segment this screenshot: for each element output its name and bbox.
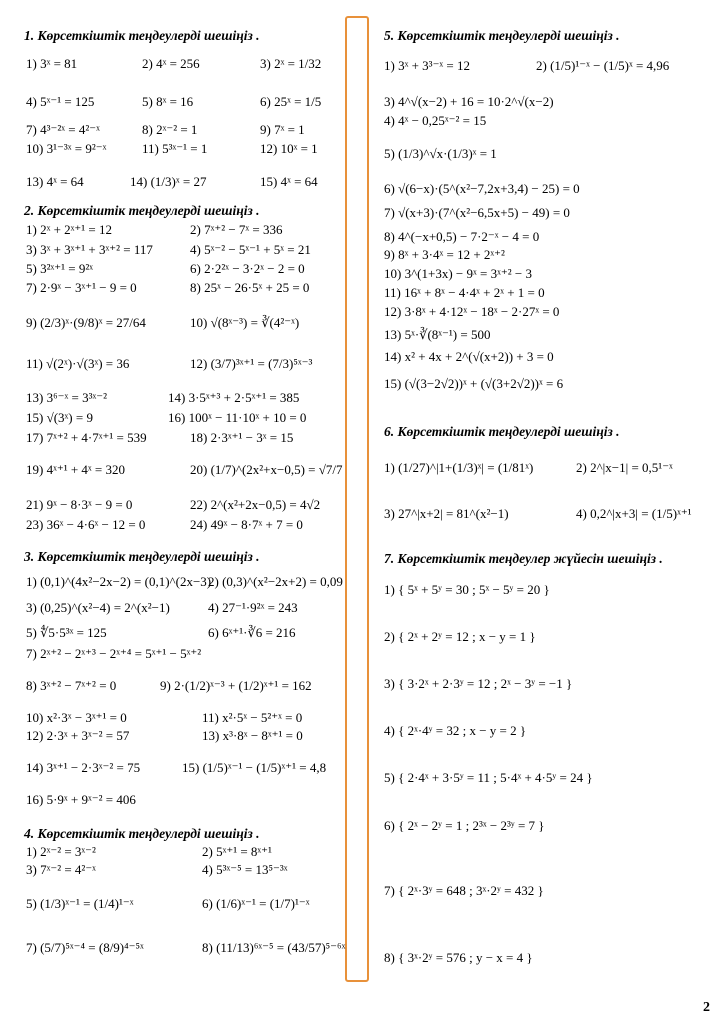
s4-item-1: 1) 2ˣ⁻² = 3ˣ⁻² bbox=[26, 844, 96, 859]
s7-item-2: 2) { 2ˣ + 2ʸ = 12 ; x − y = 1 } bbox=[384, 629, 536, 644]
s2-item-17: 17) 7ˣ⁺² + 4·7ˣ⁺¹ = 539 bbox=[26, 430, 147, 445]
s5-item-13: 13) 5ˣ·∛(8ˣ⁻¹) = 500 bbox=[384, 327, 491, 342]
s2-item-3: 3) 3ˣ + 3ˣ⁺¹ + 3ˣ⁺² = 117 bbox=[26, 242, 153, 257]
s5-item-1: 1) 3ˣ + 3³⁻ˣ = 12 bbox=[384, 58, 471, 73]
s4-item-4: 4) 5³ˣ⁻⁵ = 13⁵⁻³ˣ bbox=[202, 862, 288, 877]
s2-item-22: 22) 2^(x²+2x−0,5) = 4√2 bbox=[190, 497, 321, 512]
s1-item-5: 5) 8ˣ = 16 bbox=[142, 94, 194, 109]
s5-item-11: 11) 16ˣ + 8ˣ − 4·4ˣ + 2ˣ + 1 = 0 bbox=[384, 285, 545, 300]
s1-item-2: 2) 4ˣ = 256 bbox=[142, 56, 200, 71]
s2-item-1: 1) 2ˣ + 2ˣ⁺¹ = 12 bbox=[26, 222, 113, 237]
s2-item-18: 18) 2·3ˣ⁺¹ − 3ˣ = 15 bbox=[190, 430, 294, 445]
s2-item-16: 16) 100ˣ − 11·10ˣ + 10 = 0 bbox=[168, 410, 307, 425]
s4-item-2: 2) 5ˣ⁺¹ = 8ˣ⁺¹ bbox=[202, 844, 272, 859]
s5-item-7: 7) √(x+3)·(7^(x²−6,5x+5) − 49) = 0 bbox=[384, 205, 570, 220]
s3-item-1: 1) (0,1)^(4x²−2x−2) = (0,1)^(2x−3) bbox=[26, 574, 212, 589]
s1-item-13: 13) 4ˣ = 64 bbox=[26, 174, 84, 189]
s3-item-12: 12) 2·3ˣ + 3ˣ⁻² = 57 bbox=[26, 728, 130, 743]
s5-item-3: 3) 4^√(x−2) + 16 = 10·2^√(x−2) bbox=[384, 94, 554, 109]
s2-item-14: 14) 3·5ˣ⁺³ + 2·5ˣ⁺¹ = 385 bbox=[168, 390, 300, 405]
section-3-title: 3. Көрсеткіштік теңдеулерді шешіңіз . bbox=[24, 549, 260, 564]
s5-item-10: 10) 3^(1+3x) − 9ˣ = 3ˣ⁺² − 3 bbox=[384, 266, 532, 281]
s4-item-6: 6) (1/6)ˣ⁻¹ = (1/7)¹⁻ˣ bbox=[202, 896, 310, 911]
s6-item-2: 2) 2^|x−1| = 0,5¹⁻ˣ bbox=[576, 460, 673, 475]
s7-item-3: 3) { 3·2ˣ + 2·3ʸ = 12 ; 2ˣ − 3ʸ = −1 } bbox=[384, 676, 573, 691]
s2-item-8: 8) 25ˣ − 26·5ˣ + 25 = 0 bbox=[190, 280, 310, 295]
s5-item-12: 12) 3·8ˣ + 4·12ˣ − 18ˣ − 2·27ˣ = 0 bbox=[384, 304, 560, 319]
s1-item-9: 9) 7ˣ = 1 bbox=[260, 122, 305, 137]
s1-item-1: 1) 3ˣ = 81 bbox=[26, 56, 78, 71]
s2-item-23: 23) 36ˣ − 4·6ˣ − 12 = 0 bbox=[26, 517, 146, 532]
s3-item-6: 6) 6ˣ⁺¹·∛6 = 216 bbox=[208, 625, 296, 640]
s2-item-12: 12) (3/7)³ˣ⁺¹ = (7/3)⁵ˣ⁻³ bbox=[190, 356, 313, 371]
section-7-title: 7. Көрсеткіштік теңдеулер жүйесін шешіңіз . bbox=[384, 551, 663, 566]
s3-item-7: 7) 2ˣ⁺² − 2ˣ⁺³ − 2ˣ⁺⁴ = 5ˣ⁺¹ − 5ˣ⁺² bbox=[26, 646, 202, 661]
s5-item-6: 6) √(6−x)·(5^(x²−7,2x+3,4) − 25) = 0 bbox=[384, 181, 580, 196]
s3-item-3: 3) (0,25)^(x²−4) = 2^(x²−1) bbox=[26, 600, 170, 615]
s7-item-5: 5) { 2·4ˣ + 3·5ʸ = 11 ; 5·4ˣ + 4·5ʸ = 24 } bbox=[384, 770, 593, 785]
s4-item-7: 7) (5/7)⁵ˣ⁻⁴ = (8/9)⁴⁻⁵ˣ bbox=[26, 940, 144, 955]
s2-item-13: 13) 3⁶⁻ˣ = 3³ˣ⁻² bbox=[26, 390, 107, 405]
s3-item-2: 2) (0,3)^(x²−2x+2) = 0,09 bbox=[208, 574, 343, 589]
s3-item-14: 14) 3ˣ⁺¹ − 2·3ˣ⁻² = 75 bbox=[26, 760, 141, 775]
s7-item-7: 7) { 2ˣ·3ʸ = 648 ; 3ˣ·2ʸ = 432 } bbox=[384, 883, 544, 898]
s2-item-5: 5) 3²ˣ⁺¹ = 9²ˣ bbox=[26, 261, 93, 276]
column-divider-frame bbox=[345, 16, 369, 982]
s5-item-5: 5) (1/3)^√x·(1/3)ˣ = 1 bbox=[384, 146, 497, 161]
s2-item-11: 11) √(2ˣ)·√(3ˣ) = 36 bbox=[26, 356, 130, 371]
s2-item-24: 24) 49ˣ − 8·7ˣ + 7 = 0 bbox=[190, 517, 303, 532]
s1-item-14: 14) (1/3)ˣ = 27 bbox=[130, 174, 207, 189]
s5-item-4: 4) 4ˣ − 0,25ˣ⁻² = 15 bbox=[384, 113, 487, 128]
s3-item-15: 15) (1/5)ˣ⁻¹ − (1/5)ˣ⁺¹ = 4,8 bbox=[182, 760, 327, 775]
s1-item-4: 4) 5ˣ⁻¹ = 125 bbox=[26, 94, 95, 109]
s3-item-11: 11) x²·5ˣ − 5²⁺ˣ = 0 bbox=[202, 710, 303, 725]
page-number: 2 bbox=[703, 1000, 710, 1015]
s5-item-9: 9) 8ˣ + 3·4ˣ = 12 + 2ˣ⁺² bbox=[384, 247, 505, 262]
s3-item-4: 4) 27⁻¹·9²ˣ = 243 bbox=[208, 600, 298, 615]
s2-item-20: 20) (1/7)^(2x²+x−0,5) = √7/7 bbox=[190, 462, 343, 477]
s6-item-3: 3) 27^|x+2| = 81^(x²−1) bbox=[384, 506, 509, 521]
s5-item-8: 8) 4^(−x+0,5) − 7·2⁻ˣ − 4 = 0 bbox=[384, 229, 540, 244]
s3-item-13: 13) x³·8ˣ − 8ˣ⁺¹ = 0 bbox=[202, 728, 303, 743]
s4-item-3: 3) 7ˣ⁻² = 4²⁻ˣ bbox=[26, 862, 96, 877]
s2-item-15: 15) √(3ˣ) = 9 bbox=[26, 410, 93, 425]
s7-item-6: 6) { 2ˣ − 2ʸ = 1 ; 2³ˣ − 2³ʸ = 7 } bbox=[384, 818, 545, 833]
s4-item-8: 8) (11/13)⁶ˣ⁻⁵ = (43/57)⁵⁻⁶ˣ bbox=[202, 940, 346, 955]
s5-item-2: 2) (1/5)¹⁻ˣ − (1/5)ˣ = 4,96 bbox=[536, 58, 670, 73]
s1-item-10: 10) 3¹⁻³ˣ = 9²⁻ˣ bbox=[26, 141, 107, 156]
s2-item-2: 2) 7ˣ⁺² − 7ˣ = 336 bbox=[190, 222, 283, 237]
s1-item-7: 7) 4³⁻²ˣ = 4²⁻ˣ bbox=[26, 122, 100, 137]
s2-item-19: 19) 4ˣ⁺¹ + 4ˣ = 320 bbox=[26, 462, 126, 477]
section-2-title: 2. Көрсеткіштік теңдеулерді шешіңіз . bbox=[24, 203, 260, 218]
section-1-title: 1. Көрсеткіштік теңдеулерді шешіңіз . bbox=[24, 28, 260, 43]
s6-item-4: 4) 0,2^|x+3| = (1/5)ˣ⁺¹ bbox=[576, 506, 692, 521]
s1-item-3: 3) 2ˣ = 1/32 bbox=[260, 56, 322, 71]
s5-item-15: 15) (√(3−2√2))ˣ + (√(3+2√2))ˣ = 6 bbox=[384, 376, 564, 391]
s1-item-15: 15) 4ˣ = 64 bbox=[260, 174, 318, 189]
s2-item-4: 4) 5ˣ⁻² − 5ˣ⁻¹ + 5ˣ = 21 bbox=[190, 242, 311, 257]
s2-item-7: 7) 2·9ˣ − 3ˣ⁺¹ − 9 = 0 bbox=[26, 280, 137, 295]
s7-item-4: 4) { 2ˣ·4ʸ = 32 ; x − y = 2 } bbox=[384, 723, 527, 738]
section-4-title: 4. Көрсеткіштік теңдеулерді шешіңіз . bbox=[24, 826, 260, 841]
s1-item-8: 8) 2ˣ⁻² = 1 bbox=[142, 122, 198, 137]
s2-item-6: 6) 2·2²ˣ − 3·2ˣ − 2 = 0 bbox=[190, 261, 305, 276]
s7-item-1: 1) { 5ˣ + 5ʸ = 30 ; 5ˣ − 5ʸ = 20 } bbox=[384, 582, 550, 597]
s2-item-21: 21) 9ˣ − 8·3ˣ − 9 = 0 bbox=[26, 497, 133, 512]
s7-item-8: 8) { 3ˣ·2ʸ = 576 ; y − x = 4 } bbox=[384, 950, 533, 965]
section-6-title: 6. Көрсеткіштік теңдеулерді шешіңіз . bbox=[384, 424, 620, 439]
s1-item-6: 6) 25ˣ = 1/5 bbox=[260, 94, 322, 109]
s3-item-5: 5) ∜5·5³ˣ = 125 bbox=[26, 625, 107, 640]
s3-item-9: 9) 2·(1/2)ˣ⁻³ + (1/2)ˣ⁺¹ = 162 bbox=[160, 678, 312, 693]
s4-item-5: 5) (1/3)ˣ⁻¹ = (1/4)¹⁻ˣ bbox=[26, 896, 134, 911]
s3-item-16: 16) 5·9ˣ + 9ˣ⁻² = 406 bbox=[26, 792, 136, 807]
s5-item-14: 14) x² + 4x + 2^(√(x+2)) + 3 = 0 bbox=[384, 349, 554, 364]
s3-item-8: 8) 3ˣ⁺² − 7ˣ⁺² = 0 bbox=[26, 678, 117, 693]
s6-item-1: 1) (1/27)^|1+(1/3)ˣ| = (1/81ˣ) bbox=[384, 460, 534, 475]
s2-item-9: 9) (2/3)ˣ·(9/8)ˣ = 27/64 bbox=[26, 315, 146, 330]
s1-item-12: 12) 10ˣ = 1 bbox=[260, 141, 318, 156]
s3-item-10: 10) x²·3ˣ − 3ˣ⁺¹ = 0 bbox=[26, 710, 127, 725]
section-5-title: 5. Көрсеткіштік теңдеулерді шешіңіз . bbox=[384, 28, 620, 43]
s1-item-11: 11) 5³ˣ⁻¹ = 1 bbox=[142, 141, 208, 156]
s2-item-10: 10) √(8ˣ⁻³) = ∛(4²⁻ˣ) bbox=[190, 315, 300, 330]
